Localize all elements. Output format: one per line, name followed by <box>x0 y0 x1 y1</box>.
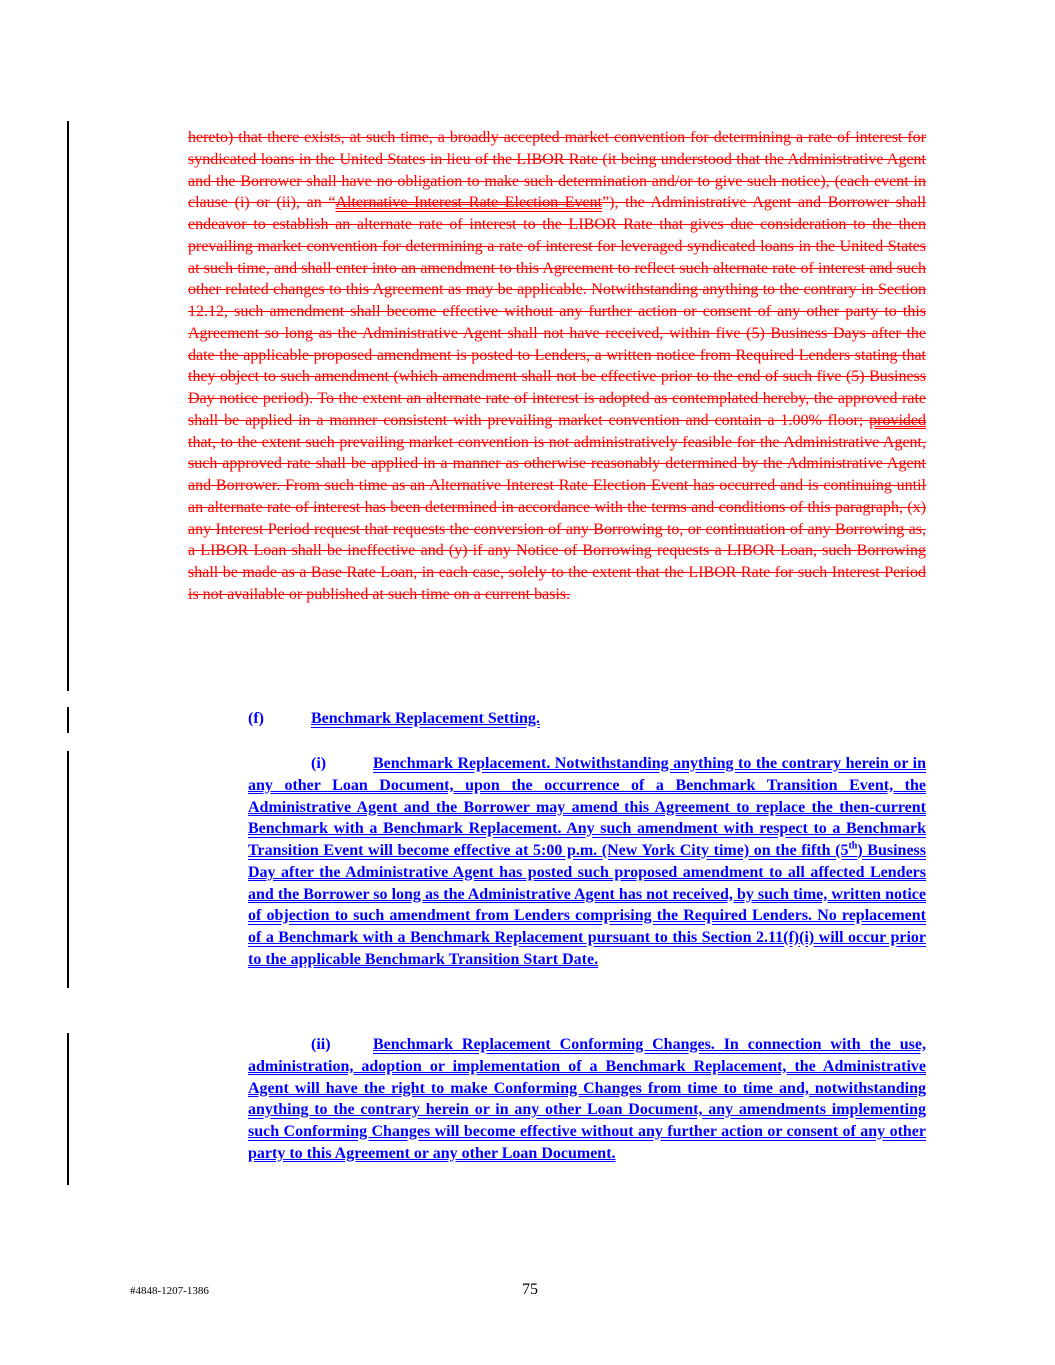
deleted-text-part3: that, to the extent such prevailing market convention is not administratively feasible for the Administrative Agent, such approved rate shall be applied in a manner as otherwise reasonably determined by the Administrative Agent and Borrower. From such time as an Alternative Interest Rate Election Event has occurred and is continuing until an alternate rate of interest has been determined in accordance with the terms and conditions of this paragraph, (x) any Interest Period request that requests the conversion of any Borrowing to, or continuation of any Borrowing as, a LIBOR Loan shall be ineffective and (y) if any Notice of Borrowing requests a LIBOR Loan, such Borrowing shall be made as a Base Rate Loan, in each case, solely to the extent that the LIBOR Rate for such Interest Period is not available or published at such time on a current basis. <box>188 433 926 603</box>
subsection-ii-text: Benchmark Replacement Conforming Changes. In connection with the use, administration, adoption or implementation of a Benchmark Replacement, the Administrative Agent will have the right to make Conforming Changes from time to time and, notwithstanding anything to the contrary herein or in any other Loan Document, any amendments implementing such Conforming Changes will become effective without any further action or consent of any other party to this Agreement or any other Loan Document. <box>248 1036 926 1162</box>
subsection-ii-paragraph <box>248 1034 926 1165</box>
deleted-text-part2: ”), the Administrative Agent and Borrower shall endeavor to establish an alternate rate of interest to the LIBOR Rate that gives due consideration to the then prevailing market convention for determining a rate of interest for leveraged syndicated loans in the United States at such time, and shall enter into an amendment to this Agreement to reflect such alternate rate of interest and such other related changes to this Agreement as may be applicable. Notwithstanding anything to the contrary in Section 12.12, such amendment shall become effective without any further action or consent of any other party to this Agreement so long as the Administrative Agent shall not have received, within five (5) Business Days after the date the applicable proposed amendment is posted to Lenders, a written notice from Required Lenders stating that they object to such amendment (which amendment shall not be effective prior to the end of such five (5) Business Day notice period). To the extent an alternate rate of interest is adopted as contemplated hereby, the approved rate shall be applied in a manner consistent with prevailing market convention and contain a 1.00% floor; <box>188 194 927 429</box>
section-f-heading <box>248 710 540 728</box>
change-bar <box>67 751 69 988</box>
change-bar <box>67 121 69 691</box>
section-f-title: Benchmark Replacement Setting. <box>311 710 540 727</box>
page-number: 75 <box>522 1281 538 1298</box>
subsection-i-number: (i) <box>311 755 327 772</box>
change-bar <box>67 1033 69 1185</box>
document-id: #4848-1207-1386 <box>130 1285 209 1297</box>
deleted-paragraph <box>188 127 926 606</box>
subsection-ii-number: (ii) <box>311 1036 331 1053</box>
deleted-text-part1: hereto) that there exists, at such time, a broadly accepted market convention for determining a rate of interest for syndicated loans in the United States in lieu of the LIBOR Rate (it being understood that the Administrative Agent and the Borrower shall have no obligation to make such determination and/or to give such notice), (each event in clause (i) or (ii), an “ <box>188 129 926 212</box>
subsection-i-paragraph <box>248 753 926 971</box>
proviso-term: provided <box>869 411 926 429</box>
section-f-number: (f) <box>248 710 264 727</box>
change-bar <box>67 707 69 733</box>
defined-term: Alternative Interest Rate Election Event <box>335 194 603 212</box>
subsection-i-text-after: ) Business Day after the Administrative Agent has posted such proposed amendment to all affected Lenders and the Borrower so long as the Administrative Agent has not received, by such time, written notice of objection to such amendment from Lenders comprising the Required Lenders. No replacement of a Benchmark with a Benchmark Replacement pursuant to this Section 2.11(f)(i) will occur prior to the applicable Benchmark Transition Start Date. <box>248 842 926 968</box>
subsection-i-text-before: Benchmark Replacement. Notwithstanding anything to the contrary herein or in any other Loan Document, upon the occurrence of a Benchmark Transition Event, the Administrative Agent and the Borrower may amend this Agreement to replace the then-current Benchmark with a Benchmark Replacement. Any such amendment with respect to a Benchmark Transition Event will become effective at 5:00 p.m. (New York City time) on the fifth (5 <box>248 755 926 859</box>
ordinal-superscript: th <box>848 840 858 852</box>
